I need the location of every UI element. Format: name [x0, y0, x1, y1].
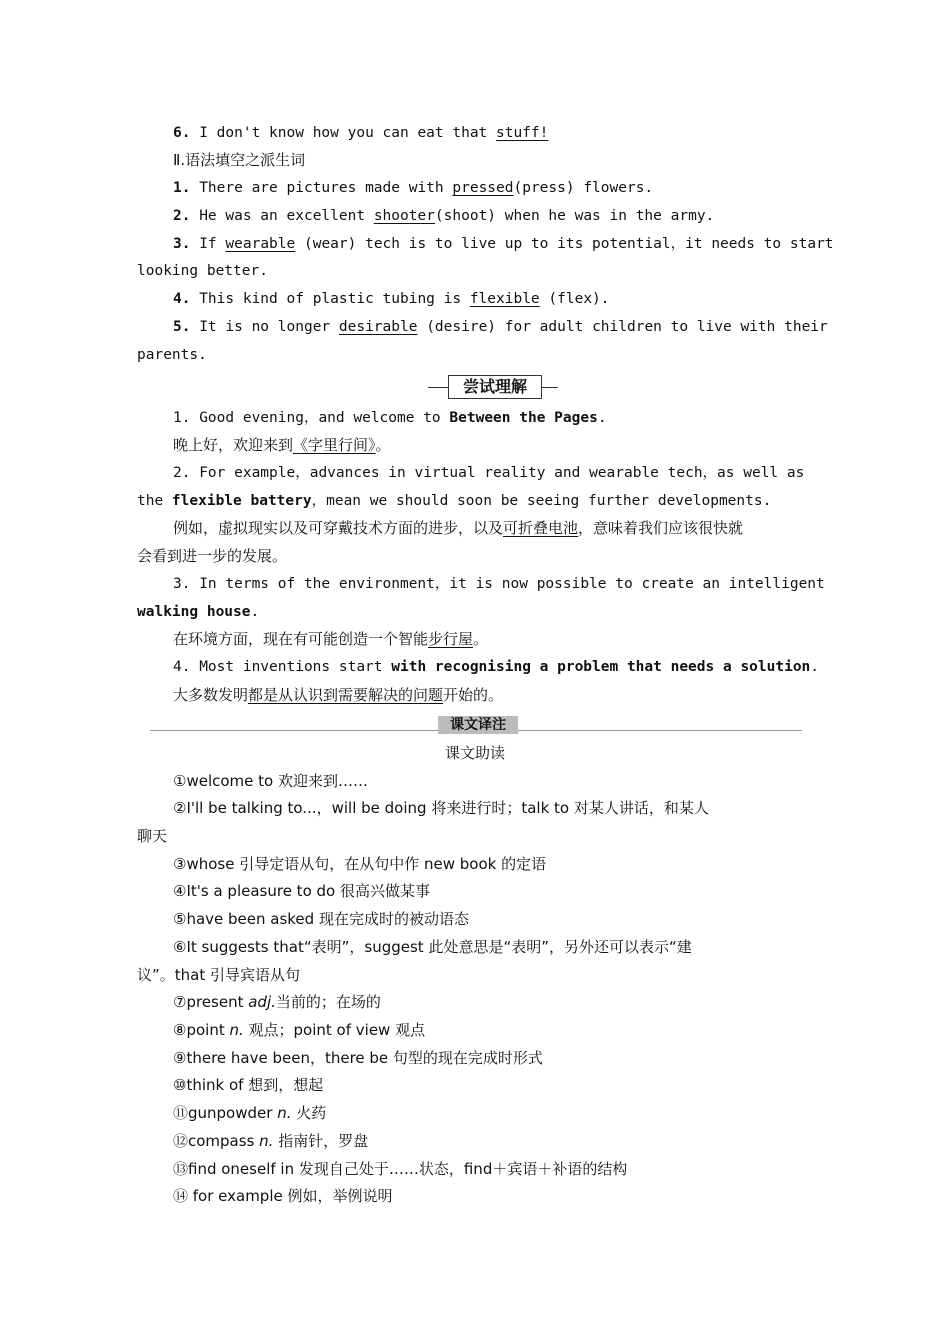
- note-6-cont: 议”。that 引导宾语从句: [137, 966, 301, 984]
- note-8: ⑧point n. 观点；point of view 观点: [173, 1021, 426, 1039]
- sentence-1-en: 1. Good evening，and welcome to Between the Pages.: [173, 410, 607, 426]
- answer: pressed: [452, 180, 514, 196]
- section-header-try: [428, 375, 558, 401]
- exercise-item-3: 3. If wearable (wear) tech is to live up to its potential，it needs to start: [173, 236, 834, 252]
- sentence-3-en-line1: 3. In terms of the environment，it is now possible to create an intelligent: [173, 576, 825, 592]
- note-2-cont: 聊天: [137, 827, 168, 845]
- note-10: ⑩think of 想到，想起: [173, 1076, 324, 1094]
- sentence-3-en-line2: walking house.: [137, 604, 260, 620]
- note-2: ②I'll be talking to...，will be doing 将来进行时；talk to 对某人讲话，和某人: [173, 799, 709, 817]
- sentence-2-zh-line1: 例如，虚拟现实以及可穿戴技术方面的进步，以及可折叠电池，意味着我们应该很快就: [173, 519, 744, 537]
- exercise-item-1: 1. There are pictures made with pressed(press) flowers.: [173, 180, 654, 196]
- exercise-item-5-cont: parents.: [137, 347, 207, 363]
- answer: wearable: [225, 236, 296, 252]
- exercise-item-2: 2. He was an excellent shooter(shoot) when he was in the army.: [173, 208, 715, 224]
- sentence-2-en-line2: the flexible battery，mean we should soon be seeing further developments.: [137, 493, 772, 509]
- exercise-item-6: 6. I don't know how you can eat that stuff!: [173, 125, 549, 141]
- section-header-label: 尝试理解: [462, 377, 527, 396]
- sentence-4-en: 4. Most inventions start with recognising a problem that needs a solution.: [173, 659, 820, 675]
- sentence-2-zh-line2: 会看到进一步的发展。: [137, 547, 288, 565]
- sentence-3-zh: 在环境方面，现在有可能创造一个智能步行屋。: [173, 630, 489, 648]
- note-1: ①welcome to 欢迎来到……: [173, 772, 368, 790]
- header-rule-right: [542, 387, 558, 388]
- notes-subtitle: 课文助读: [444, 744, 505, 762]
- note-14: ⑭ for example 例如，举例说明: [173, 1187, 393, 1205]
- answer: flexible: [469, 291, 540, 307]
- notes-section-tab: 课文译注: [438, 716, 518, 734]
- exercise-item-3-cont: looking better.: [137, 263, 268, 279]
- header-box: [448, 375, 542, 399]
- section-title-grammar: Ⅱ.语法填空之派生词: [173, 151, 306, 169]
- sentence-4-zh: 大多数发明都是从认识到需要解决的问题开始的。: [173, 686, 504, 704]
- note-5: ⑤have been asked 现在完成时的被动语态: [173, 910, 469, 928]
- answer: shooter: [373, 208, 435, 224]
- answer: desirable: [338, 319, 418, 335]
- sentence-2-en-line1: 2. For example，advances in virtual reality and wearable tech，as well as: [173, 465, 805, 481]
- note-13: ⑬find oneself in 发现自己处于……状态，find＋宾语＋补语的结构: [173, 1160, 628, 1178]
- note-4: ④It's a pleasure to do 很高兴做某事: [173, 882, 430, 900]
- answer: stuff!: [496, 125, 549, 141]
- note-6: ⑥It suggests that“表明”，suggest 此处意思是“表明”，另外还可以表示“建: [173, 938, 692, 956]
- note-12: ⑫compass n. 指南针，罗盘: [173, 1132, 369, 1150]
- header-rule-left: [428, 387, 448, 388]
- exercise-item-4: 4. This kind of plastic tubing is flexible (flex).: [173, 291, 610, 307]
- note-9: ⑨there have been，there be 句型的现在完成时形式: [173, 1049, 543, 1067]
- note-3: ③whose 引导定语从句，在从句中作 new book 的定语: [173, 855, 547, 873]
- sentence-1-zh: 晚上好，欢迎来到《字里行间》。: [173, 436, 391, 454]
- exercise-item-5: 5. It is no longer desirable (desire) for adult children to live with their: [173, 319, 828, 335]
- note-7: ⑦present adj.当前的；在场的: [173, 993, 381, 1011]
- note-11: ⑪gunpowder n. 火药: [173, 1104, 327, 1122]
